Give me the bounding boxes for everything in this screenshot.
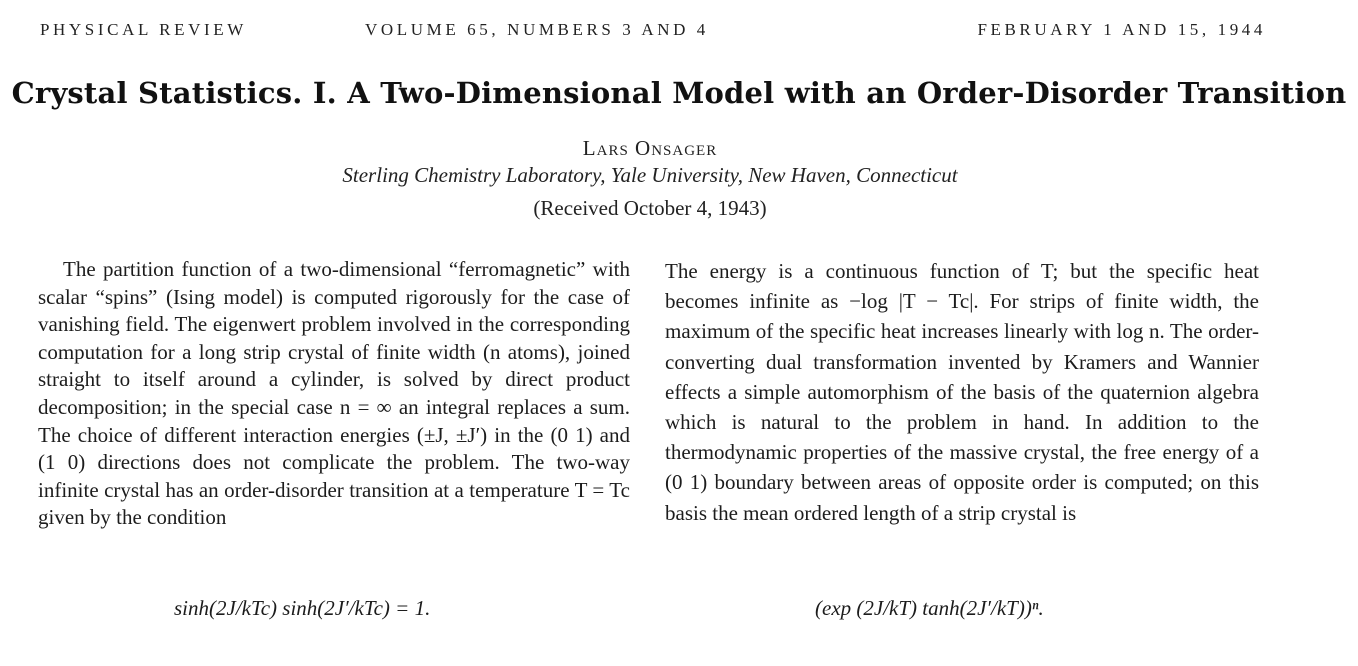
author-name: Lars Onsager xyxy=(582,136,718,160)
abstract-left-paragraph: The partition function of a two-dimensional “ferromagnetic” with scalar “spins” (Ising model) is computed rigorously for the case of vanishing field. The eigenwert problem involved in the corresponding computation for a long strip crystal of finite width (n atoms), joined straight to itself around a cylinder, is solved by direct product decomposition; in the special case n = ∞ an integral replaces a sum. The choice of different interaction energies (±J, ±J′) in the (0 1) and (1 0) directions does not complicate the problem. The two-way infinite crystal has an order-disorder transition at a temperature T = Tc given by the condition xyxy=(38,257,630,530)
volume-info: VOLUME 65, NUMBERS 3 AND 4 xyxy=(365,20,709,39)
issue-date: FEBRUARY 1 AND 15, 1944 xyxy=(977,20,1266,39)
author-affiliation: Sterling Chemistry Laboratory, Yale University, New Haven, Connecticut xyxy=(342,163,958,187)
received-date: (Received October 4, 1943) xyxy=(533,196,767,220)
abstract-right-column xyxy=(665,256,1259,528)
journal-name: PHYSICAL REVIEW xyxy=(40,20,247,39)
abstract-left-column xyxy=(38,256,630,532)
ordered-length-equation: (exp (2J/kT) tanh(2J′/kT))ⁿ. xyxy=(815,596,1044,620)
critical-temperature-equation: sinh(2J/kTc) sinh(2J′/kTc) = 1. xyxy=(174,596,431,620)
running-head xyxy=(40,20,1266,42)
abstract-right-paragraph: The energy is a continuous function of T; but the specific heat becomes infinite as −log |T − Tc|. For strips of finite width, the maximum of the specific heat increases linearly with log n. The order-converting dual transformation invented by Kramers and Wannier effects a simple automorphism of the basis of the quaternion algebra which is natural to the problem in hand. In addition to the thermodynamic properties of the massive crystal, the free energy of a (0 1) boundary between areas of opposite order is computed; on this basis the mean ordered length of a strip crystal is xyxy=(665,259,1259,525)
paper-title: Crystal Statistics. I. A Two-Dimensional Model with an Order-Disorder Transition xyxy=(11,76,1347,110)
